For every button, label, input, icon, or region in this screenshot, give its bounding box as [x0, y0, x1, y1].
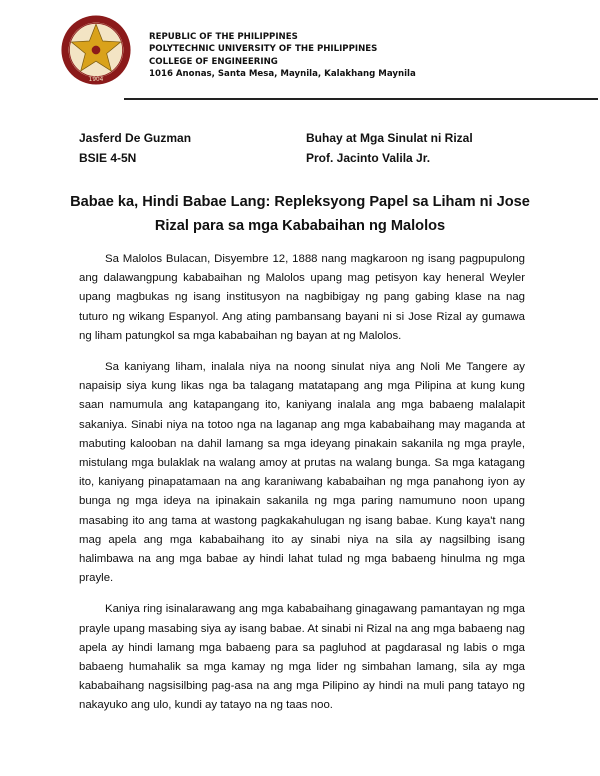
seal-year: 1904 [88, 76, 104, 83]
paragraph: Kaniya ring isinalarawang ang mga kababaihang ginagawang pamantayan ng mga prayle upang masabing siya ay isang babae. At sinabi ni Rizal na ang mga babaeng nag apela ay hindi lamang mga babaeng para sa pagluhod at pagdarasal ng labis o mga babaeng humahalik sa mga kamay ng mga lider ng simbahan lamang, sila ay mga kababaihang nagsisilbing pag-asa na ang mga Pilipino ay hindi na muli pang tatayo ng nakayuko ang ulo, kundi ay tatayo na ng taas noo. [79, 603, 525, 712]
letterhead-republic: REPUBLIC OF THE PHILIPPINES [149, 32, 298, 42]
paragraph: Sa kaniyang liham, inalala niya na noong sinulat niya ang Noli Me Tangere ay napaisip siya kung likas nga ba talagang matatapang ang mga Pilipina at kung kung saan namumula ang katapangang ito, kaniyang inalala ang mga babaeng malalapit sakaniya. Sinabi niya na totoo nga na laganap ang mga kababaihang may maganda at mabuting kalooban na dahil lamang sa mga ideyang pinakain sakanila ng mga prayle, mistulang mga bulaklak na walang amoy at prutas na walang bunga. Sa mga katagang ito, kaniyang pinapatamaan na ang karaniwang kababaihan ng mga panahong iyon ay bunga ng mga ideya na ipinakain sakanila ng mga paring namumuno noon upang masabing ito ang tama at wastong pagkakahulugan ng isang babae. Kung kaya't nang mag apela ang mga kababaihang ito ay sinabi niya na sila ay nagsilbing isang halimbawa na ang mga babae ay hindi lahat tulad ng mga babaeng hinulma ng mga prayle. [79, 361, 525, 585]
course-block [306, 128, 473, 168]
paragraph: Sa Malolos Bulacan, Disyembre 12, 1888 nang magkaroon ng isang pagpupulong ang dalawangpung kababaihan ng Malolos upang mag petisyon kay heneral Weyler upang magbukas ng isang institusyon na nagbibigay ng pang gabing klase na nag tuturo ng wikang Espanyol. Ang ating pambansang bayani ni si Jose Rizal ay gumawa ng liham patungkol sa mga kababaihan ng bayan at ng Malolos. [79, 253, 525, 342]
pup-seal-icon [60, 14, 132, 86]
letterhead-college: COLLEGE OF ENGINEERING [149, 56, 278, 67]
paper-body [79, 250, 525, 728]
seal-center-dot [92, 46, 101, 55]
author-section: BSIE 4-5N [79, 151, 137, 165]
course-title: Buhay at Mga Sinulat ni Rizal [306, 131, 473, 145]
paper-title: Babae ka, Hindi Babae Lang: Repleksyong Papel sa Liham ni Jose Rizal para sa mga Kababaihan ng Malolos [70, 194, 530, 234]
letterhead-university: POLYTECHNIC UNIVERSITY OF THE PHILIPPINES [149, 44, 378, 55]
header-divider [124, 98, 598, 100]
professor-name: Prof. Jacinto Valila Jr. [306, 151, 431, 165]
author-block [79, 128, 191, 168]
letterhead [149, 31, 416, 81]
letterhead-address: 1016 Anonas, Santa Mesa, Maynila, Kalakhang Maynila [149, 69, 416, 80]
author-name: Jasferd De Guzman [79, 131, 192, 145]
